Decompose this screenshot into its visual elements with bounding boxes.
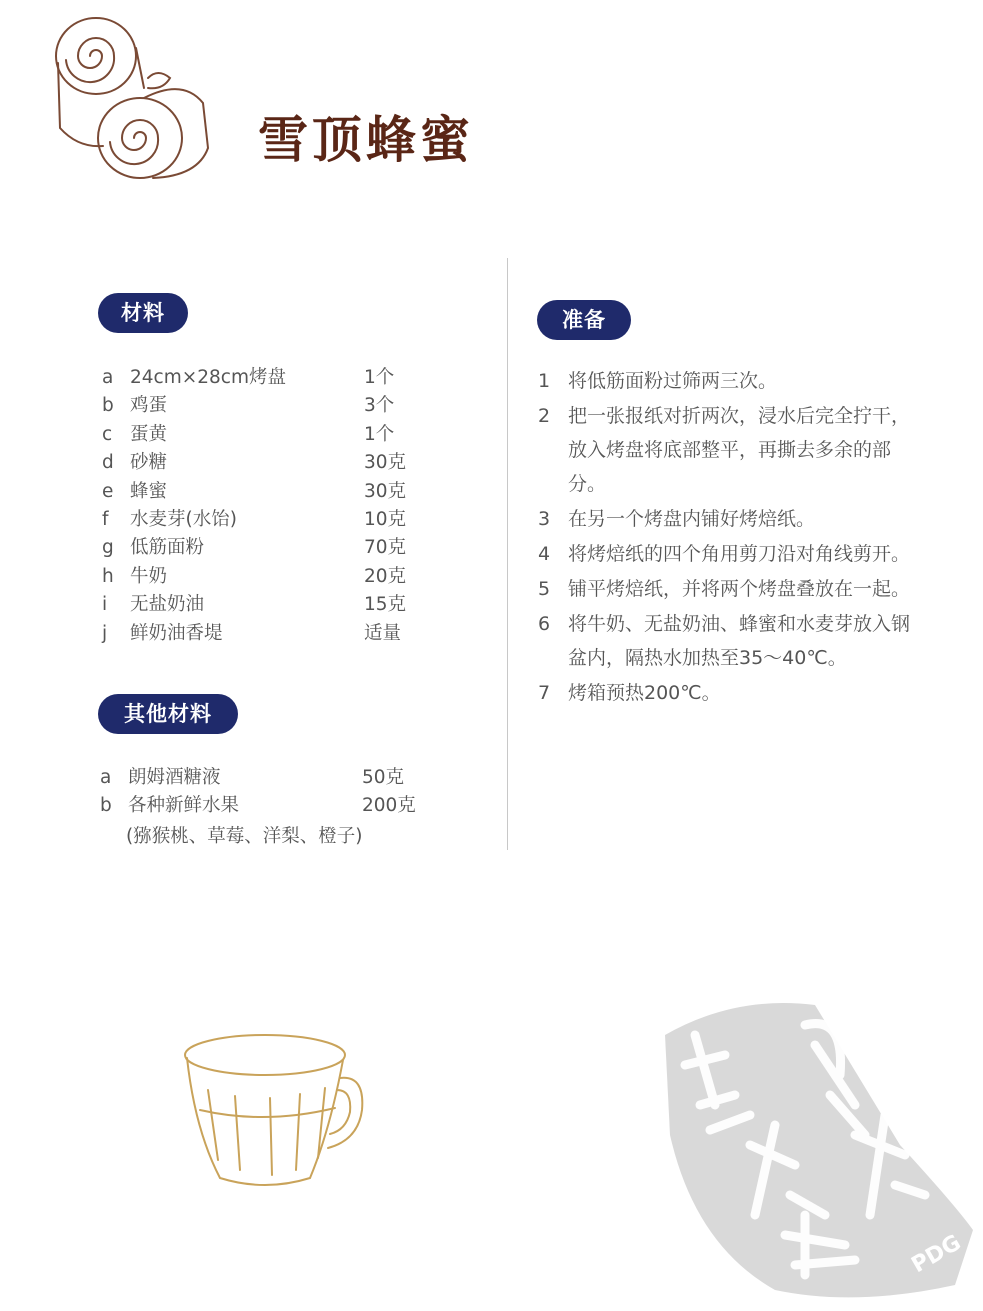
cup-illustration xyxy=(180,1030,370,1190)
step-item: 5 铺平烤焙纸，并将两个烤盘叠放在一起。 xyxy=(538,578,911,600)
list-item: i 无盐奶油 15克 xyxy=(102,594,407,616)
materials-heading: 材料 xyxy=(98,293,188,333)
list-item: h 牛奶 20克 xyxy=(102,565,407,587)
step-item: 6 将牛奶、无盐奶油、蜂蜜和水麦芽放入钢盆内，隔热水加热至35～40℃。 xyxy=(538,613,911,669)
materials-list xyxy=(102,364,422,648)
column-divider xyxy=(507,258,508,850)
list-item: g 低筋面粉 70克 xyxy=(102,537,407,559)
preparation-heading: 准备 xyxy=(537,300,631,340)
fruit-note: (猕猴桃、草莓、洋梨、橙子) xyxy=(126,826,363,847)
list-item: b 各种新鲜水果 200克 xyxy=(100,795,416,817)
preparation-steps xyxy=(538,364,918,711)
other-materials-list xyxy=(100,764,420,821)
step-item: 3 在另一个烤盘内铺好烤焙纸。 xyxy=(538,508,816,530)
list-item: j 鲜奶油香堤 适量 xyxy=(102,622,402,644)
list-item: e 蜂蜜 30克 xyxy=(102,480,407,502)
step-item: 1 将低筋面粉过筛两三次。 xyxy=(538,370,778,392)
list-item: b 鸡蛋 3个 xyxy=(102,395,395,417)
step-item: 7 烤箱预热200℃。 xyxy=(538,682,721,704)
page-title: 雪顶蜂蜜 xyxy=(258,110,474,169)
list-item: f 水麦芽(水饴) 10克 xyxy=(102,508,407,530)
watermark-pdg-label: PDG xyxy=(907,1230,966,1279)
step-item: 4 将烤焙纸的四个角用剪刀沿对角线剪开。 xyxy=(538,543,911,565)
list-item: a 朗姆酒糖液 50克 xyxy=(100,767,405,788)
other-materials-heading: 其他材料 xyxy=(98,694,238,734)
step-item: 2 把一张报纸对折两次，浸水后完全拧干，放入烤盘将底部整平，再撕去多余的部分。 xyxy=(538,405,911,495)
watermark-seal xyxy=(655,985,975,1305)
list-item: c 蛋黄 1个 xyxy=(102,423,395,445)
roll-cake-illustration xyxy=(48,8,228,183)
list-item: d 砂糖 30克 xyxy=(102,452,407,474)
list-item: a 24cm×28cm烤盘 1个 xyxy=(102,367,395,388)
